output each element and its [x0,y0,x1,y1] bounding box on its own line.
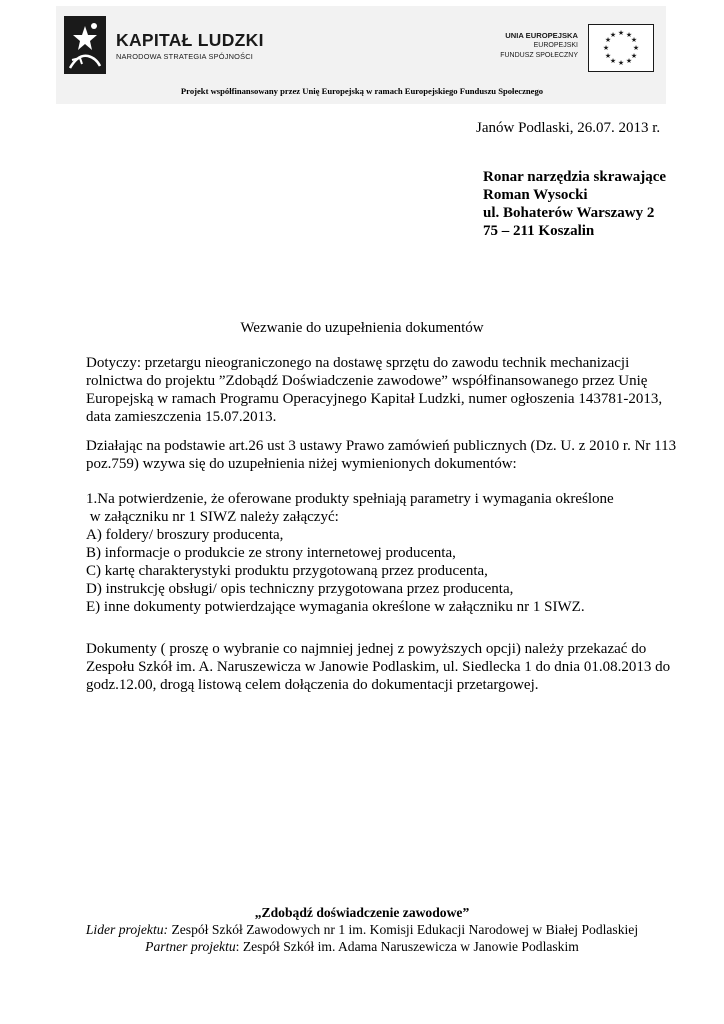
recipient-person: Roman Wysocki [483,187,588,203]
svg-text:★: ★ [630,52,638,60]
footer-partner-value: : Zespół Szkół im. Adama Naruszewicza w Janowie Podlaskim [235,939,579,954]
project-cofinancing-line: Projekt współfinansowany przez Unię Europejską w ramach Europejskiego Funduszu Społecznego [180,86,544,96]
paragraph-delivery-instructions [86,640,670,694]
footer-leader-label: Lider projektu: [85,922,169,937]
recipient-address [483,168,666,240]
eu-flag-icon [588,24,654,72]
text-line: godz.12.00, drogą listową celem dołączenia do dokumentacji przetargowej. [86,677,539,693]
text-line: Europejską w ramach Programu Operacyjnego Kapitał Ludzki, numer ogłoszenia 143781-2013, [86,391,663,407]
paragraph-regarding [86,354,662,426]
footer-leader-line [0,921,724,938]
svg-text:★: ★ [617,29,625,37]
page-footer [0,904,724,955]
svg-text:★: ★ [604,36,612,44]
list-item: D) instrukcję obsługi/ opis techniczny przygotowana przez producenta, [86,581,514,597]
svg-text:★: ★ [604,52,612,60]
list-item: w załączniku nr 1 SIWZ należy załączyć: [86,509,339,525]
list-item: C) kartę charakterystyki produktu przygotowaną przez producenta, [86,563,488,579]
svg-text:★: ★ [609,57,617,65]
svg-text:★: ★ [630,36,638,44]
text-line: rolnictwa do projektu ”Zdobądź Doświadczenie zawodowe” współfinansowanego przez Unię [86,373,648,389]
footer-partner-label: Partner projektu [145,939,236,954]
eu-logo [462,24,654,74]
svg-text:★: ★ [625,31,633,39]
paragraph-legal-basis [86,437,676,473]
list-item: A) foldery/ broszury producenta, [86,527,284,543]
kapital-ludzki-emblem-icon [64,16,106,74]
text-line: Dotyczy: przetargu nieograniczonego na dostawę sprzętu do zawodu technik mechanizacji [86,355,630,371]
svg-text:★: ★ [602,44,610,52]
text-line: poz.759) wzywa się do uzupełnienia niżej wymienionych dokumentów: [86,456,517,472]
text-line: Dokumenty ( proszę o wybranie co najmniej jednej z powyższych opcji) należy przekazać do [86,641,647,657]
text-line: Zespołu Szkół im. A. Naruszewicza w Janowie Podlaskim, ul. Siedlecka 1 do dnia 01.08.2013 do [86,659,671,675]
subject-title: Wezwanie do uzupełnienia dokumentów [240,320,484,336]
recipient-city: 75 – 211 Koszalin [483,223,595,239]
text-line: Działając na podstawie art.26 ust 3 ustawy Prawo zamówień publicznych (Dz. U. z 2010 r. Nr 113 [86,438,677,454]
list-item: 1.Na potwierdzenie, że oferowane produkty spełniają parametry i wymagania określone [86,491,614,507]
eu-line3: FUNDUSZ SPOŁECZNY [500,52,578,59]
eu-line1: UNIA EUROPEJSKA [505,31,578,40]
recipient-street: ul. Bohaterów Warszawy 2 [483,205,655,221]
kapital-ludzki-logo [64,16,324,78]
footer-project-title: „Zdobądź doświadczenie zawodowe” [254,905,470,920]
svg-text:★: ★ [617,59,625,67]
eu-logo-text [500,30,578,61]
svg-text:★: ★ [625,57,633,65]
required-documents-list [86,490,614,616]
list-item: E) inne dokumenty potwierdzające wymagania określone w załączniku nr 1 SIWZ. [86,599,585,615]
letter-date: Janów Podlaski, 26.07. 2013 r. [476,120,661,136]
logo-title: KAPITAŁ LUDZKI [116,30,264,50]
logo-subtitle: NARODOWA STRATEGIA SPÓJNOŚCI [116,52,254,61]
list-item: B) informacje o produkcie ze strony internetowej producenta, [86,545,456,561]
footer-partner-line [0,938,724,955]
recipient-company: Ronar narzędzia skrawające [483,169,667,185]
footer-leader-value: Zespół Szkół Zawodowych nr 1 im. Komisji Edukacji Narodowej w Białej Podlaskiej [168,922,639,937]
text-line: data zamieszczenia 15.07.2013. [86,409,277,425]
eu-line2: EUROPEJSKI [533,42,578,49]
svg-text:★: ★ [609,31,617,39]
svg-text:★: ★ [632,44,640,52]
